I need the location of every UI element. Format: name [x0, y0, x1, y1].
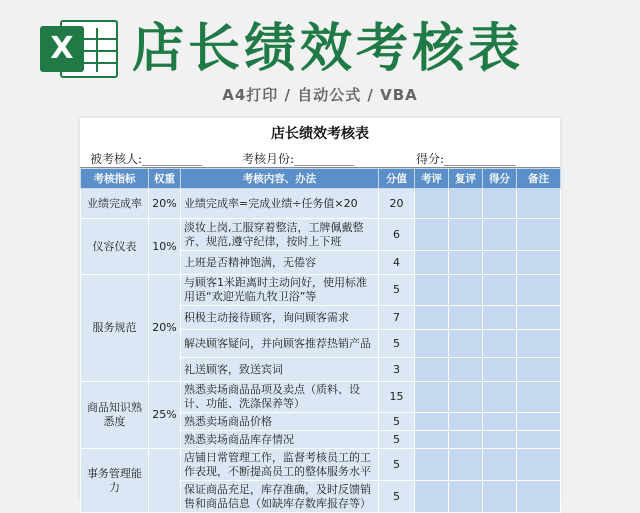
content-cell: 上班是否精神饱满，无倦容 — [181, 251, 379, 275]
indicator-cell: 服务规范 — [81, 275, 149, 382]
score-field[interactable]: 得分:____________ — [416, 152, 517, 166]
re-review-cell[interactable] — [449, 481, 483, 513]
banner-title: 店长绩效考核表 — [132, 19, 525, 79]
re-review-cell[interactable] — [449, 275, 483, 306]
remark-cell[interactable] — [517, 413, 561, 431]
score-cell[interactable] — [483, 275, 517, 306]
content-cell: 保证商品充足，库存准确，及时反馈销售和商品信息（如缺库存数库报存等） — [181, 481, 379, 513]
score-value-cell: 4 — [379, 251, 415, 275]
re-review-cell[interactable] — [449, 413, 483, 431]
review-cell[interactable] — [415, 382, 449, 413]
review-cell[interactable] — [415, 251, 449, 275]
assessee-field[interactable]: 被考核人:__________ — [90, 152, 203, 166]
score-cell[interactable] — [483, 219, 517, 251]
indicator-cell: 商品知识熟悉度 — [81, 382, 149, 449]
score-cell[interactable] — [483, 382, 517, 413]
remark-cell[interactable] — [517, 481, 561, 513]
remark-cell[interactable] — [517, 275, 561, 306]
score-cell[interactable] — [483, 330, 517, 358]
assessment-table — [80, 168, 561, 513]
remark-cell[interactable] — [517, 449, 561, 481]
review-cell[interactable] — [415, 219, 449, 251]
header-cell: 复评 — [449, 169, 483, 189]
content-cell: 店铺日常管理工作，监督考核员工的工作表现，不断提高员工的整体服务水平 — [181, 449, 379, 481]
content-cell: 熟悉卖场商品库存情况 — [181, 431, 379, 449]
banner — [0, 0, 640, 118]
content-cell: 礼送顾客，致送宾词 — [181, 358, 379, 382]
remark-cell[interactable] — [517, 330, 561, 358]
content-cell: 业绩完成率=完成业绩÷任务值×20 — [181, 189, 379, 219]
header-cell: 得分 — [483, 169, 517, 189]
score-cell[interactable] — [483, 449, 517, 481]
score-cell[interactable] — [483, 358, 517, 382]
remark-cell[interactable] — [517, 431, 561, 449]
review-cell[interactable] — [415, 330, 449, 358]
weight-cell: 20% — [149, 275, 181, 382]
review-cell[interactable] — [415, 358, 449, 382]
score-cell[interactable] — [483, 431, 517, 449]
score-cell[interactable] — [483, 481, 517, 513]
score-value-cell: 15 — [379, 382, 415, 413]
indicator-cell: 事务管理能力 — [81, 449, 149, 513]
re-review-cell[interactable] — [449, 219, 483, 251]
content-cell: 熟悉卖场商品价格 — [181, 413, 379, 431]
remark-cell[interactable] — [517, 306, 561, 330]
re-review-cell[interactable] — [449, 358, 483, 382]
remark-cell[interactable] — [517, 358, 561, 382]
table-row — [81, 275, 561, 306]
score-value-cell: 6 — [379, 219, 415, 251]
header-cell: 考评 — [415, 169, 449, 189]
re-review-cell[interactable] — [449, 431, 483, 449]
banner-subtitle: A4打印 / 自动公式 / VBA — [222, 86, 418, 104]
sheet — [80, 118, 560, 510]
remark-cell[interactable] — [517, 219, 561, 251]
score-cell[interactable] — [483, 251, 517, 275]
review-cell[interactable] — [415, 306, 449, 330]
content-cell: 积极主动接待顾客，询问顾客需求 — [181, 306, 379, 330]
sheet-title: 店长绩效考核表 — [271, 126, 369, 142]
review-cell[interactable] — [415, 449, 449, 481]
review-cell[interactable] — [415, 189, 449, 219]
score-value-cell: 5 — [379, 275, 415, 306]
score-value-cell: 20 — [379, 189, 415, 219]
header-row — [81, 169, 561, 189]
review-cell[interactable] — [415, 413, 449, 431]
logo-letter: X — [40, 26, 84, 72]
re-review-cell[interactable] — [449, 251, 483, 275]
indicator-cell: 仪容仪表 — [81, 219, 149, 275]
weight-cell — [149, 449, 181, 513]
remark-cell[interactable] — [517, 189, 561, 219]
review-cell[interactable] — [415, 481, 449, 513]
table-row — [81, 219, 561, 251]
re-review-cell[interactable] — [449, 449, 483, 481]
score-value-cell: 3 — [379, 358, 415, 382]
score-cell[interactable] — [483, 189, 517, 219]
weight-cell: 25% — [149, 382, 181, 449]
content-cell: 与顾客1米距离时主动问好，使用标准用语“欢迎光临九牧卫浴”等 — [181, 275, 379, 306]
score-value-cell: 5 — [379, 413, 415, 431]
excel-logo-icon — [40, 20, 118, 78]
header-cell: 备注 — [517, 169, 561, 189]
score-value-cell: 5 — [379, 449, 415, 481]
table-row — [81, 189, 561, 219]
header-cell: 分值 — [379, 169, 415, 189]
table-row — [81, 382, 561, 413]
score-cell[interactable] — [483, 413, 517, 431]
remark-cell[interactable] — [517, 251, 561, 275]
content-cell: 解决顾客疑问，并向顾客推荐热销产品 — [181, 330, 379, 358]
weight-cell: 10% — [149, 219, 181, 275]
weight-cell: 20% — [149, 189, 181, 219]
score-value-cell: 5 — [379, 330, 415, 358]
re-review-cell[interactable] — [449, 382, 483, 413]
indicator-cell: 业绩完成率 — [81, 189, 149, 219]
month-field[interactable]: 考核月份:__________ — [242, 152, 355, 166]
logo-grid-line — [96, 28, 98, 72]
remark-cell[interactable] — [517, 382, 561, 413]
re-review-cell[interactable] — [449, 306, 483, 330]
review-cell[interactable] — [415, 431, 449, 449]
header-cell: 考核指标 — [81, 169, 149, 189]
re-review-cell[interactable] — [449, 189, 483, 219]
score-cell[interactable] — [483, 306, 517, 330]
info-row — [80, 148, 560, 168]
review-cell[interactable] — [415, 275, 449, 306]
content-cell: 熟悉卖场商品品项及卖点（质料、设计、功能、洗涤保养等） — [181, 382, 379, 413]
score-value-cell: 5 — [379, 431, 415, 449]
re-review-cell[interactable] — [449, 330, 483, 358]
score-value-cell: 5 — [379, 481, 415, 513]
score-value-cell: 7 — [379, 306, 415, 330]
header-cell: 权重 — [149, 169, 181, 189]
table-row — [81, 449, 561, 481]
header-cell: 考核内容、办法 — [181, 169, 379, 189]
content-cell: 淡妆上岗,工服穿着整洁，工牌佩戴整齐、规范,遵守纪律，按时上下班 — [181, 219, 379, 251]
